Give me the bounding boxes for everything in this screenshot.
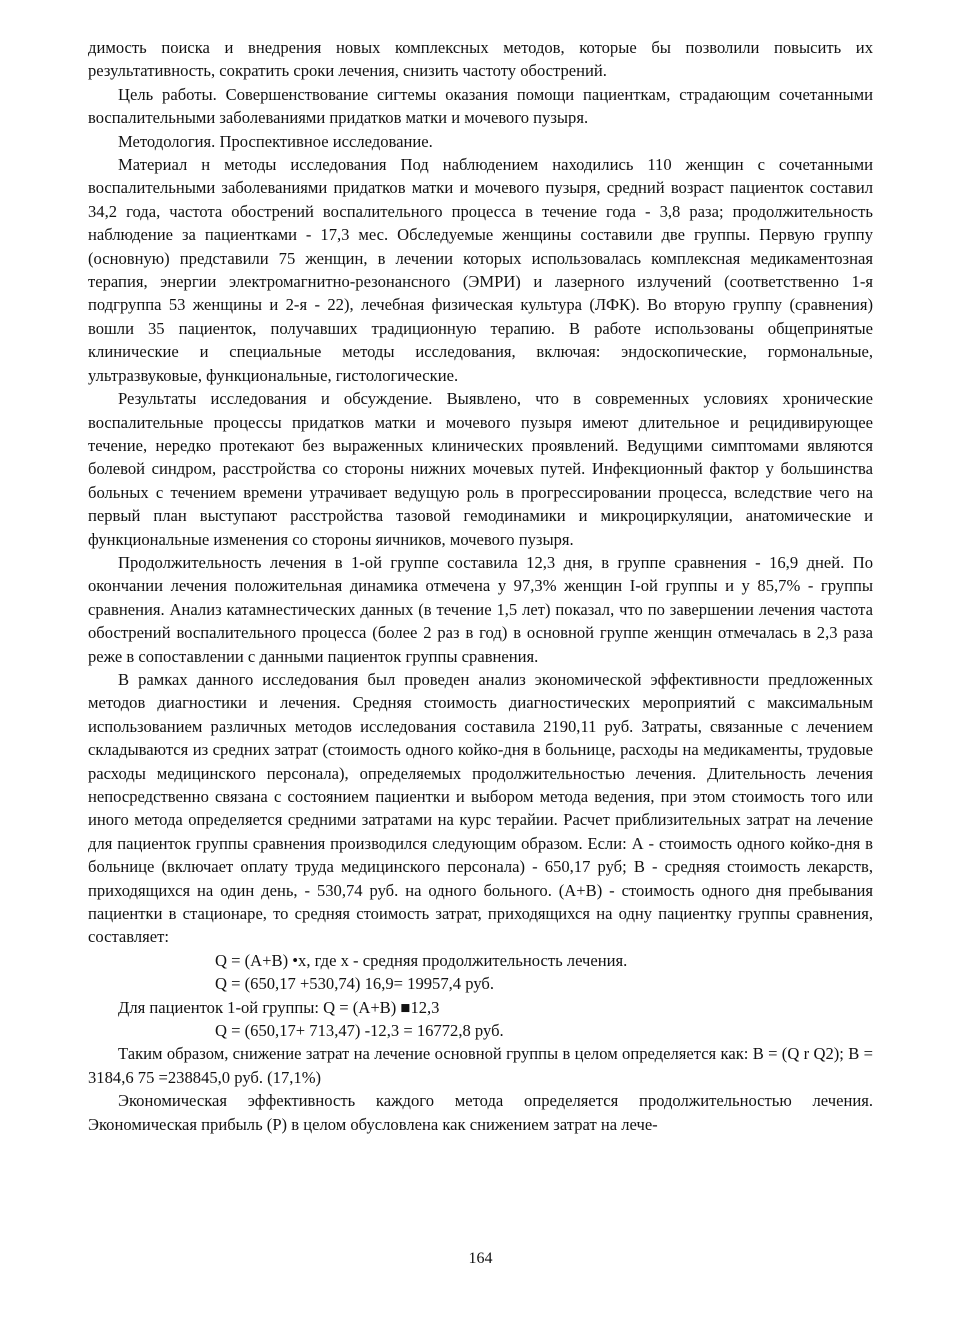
paragraph-efficiency: Экономическая эффективность каждого метода определяется продолжительностью лечения. Экономическая прибыль (Р) в целом обусловлена как снижением затрат на лече- bbox=[88, 1091, 873, 1134]
paragraph-materials-methods: Материал н методы исследования Под наблюдением находились 110 женщин с сочетанными воспалительными заболеваниями придатков матки и мочевого пузыря, средний возраст пациенток составил 34,2 года, частота обострений воспалительного процесса в течение года - 3,8 раза; продолжительность наблюдение за пациентками - 17,3 мес. Обследуемые женщины составили две группы. Первую группу (основную) представили 75 женщин, в лечении которых использовалась комплексная медикаментозная терапия, энергии электромагнитно-резонансного (ЭМРИ) и лазерного излучений (соответственно 1-я подгруппа 53 женщины и 2-я - 22), лечебная физическая культура (ЛФК). Во вторую группу (сравнения) вошли 35 пациенток, получавших традиционную терапию. В работе использованы общепринятые клинические и специальные методы исследования, включая: эндоскопические, гормональные, ультразвуковые, функциональные, гистологические. bbox=[88, 155, 873, 385]
paragraph-economics: В рамках данного исследования был проведен анализ экономической эффективности предложенных методов диагностики и лечения. Средняя стоимость диагностических мероприятий с максимальным использованием различных методов исследования составила 2190,11 руб. Затраты, связанные с лечением складываются из средних затрат (стоимость одного койко-дня в больнице, расходы на медикаменты, трудовые расходы медицинского персонала), определяемых продолжительностью лечения. Длительность лечения непосредственно связана с состоянием пациентки и выбором метода ведения, при этом стоимость того или иного метода определяется средними затратами на курс терайии. Расчет приблизительных затрат на лечение для пациенток группы сравнения производился следующим образом. Если: А - стоимость одного койко-дня в больнице (включает оплату труда медицинского персонала) - 650,17 руб; В - средняя стоимость лекарств, приходящихся на один день, - 530,74 руб. на одного больного. (А+В) - стоимость одного дня пребывания пациентки в стационаре, то средняя стоимость затрат, приходящихся на одну пациентку группы сравнения, составляет: bbox=[88, 669, 873, 947]
page-number: 164 bbox=[468, 1250, 493, 1267]
paragraph-savings: Таким образом, снижение затрат на лечение основной группы в целом определяется как: В = (Q r Q2); В = 3184,6 75 =238845,0 руб. (17,1%) bbox=[88, 1044, 873, 1087]
paragraph-goal: Цель работы. Совершенствование сигтемы оказания помощи пациенткам, страдающим сочетанными воспалительными заболеваниями придатков матки и мочевого пузыря. bbox=[88, 84, 873, 128]
paragraph-results: Результаты исследования и обсуждение. Выявлено, что в современных условиях хронические воспалительные процессы придатков матки и мочевого пузыря имеют длительное и рецидивирующее течение, нередко протекают без выраженных клинических проявлений. Ведущими симптомами являются болевой синдром, расстройства со стороны нижних мочевых путей. Инфекционный фактор у большинства больных с течением времени утрачивает ведущую роль в прогрессировании процесса, вследствие чего на первый план выступают расстройства тазовой гемодинамики и микроциркуляции, анатомические и функциональные изменения со стороны яичников, мочевого пузыря. bbox=[88, 389, 873, 549]
page-body bbox=[88, 36, 873, 1136]
formula-first-group: Q = (650,17+ 713,47) -12,3 = 16772,8 руб. bbox=[215, 1021, 504, 1041]
formula-comparison-group: Q = (650,17 +530,74) 16,9= 19957,4 руб. bbox=[215, 974, 494, 994]
paragraph-intro: димость поиска и внедрения новых комплексных методов, которые бы позволили повысить их результативность, сократить сроки лечения, снизить частоту обострений. bbox=[88, 38, 873, 81]
paragraph-duration: Продолжительность лечения в 1-ой группе составила 12,3 дня, в группе сравнения - 16,9 дней. По окончании лечения положительная динамика отмечена у 97,3% женщин I-ой группы и у 85,7% - группы сравнения. Анализ катамнестических данных (в течение 1,5 лет) показал, что по завершении лечения частота обострений воспалительного процесса (более 2 раз в год) в основной группе женщин отмечалась в 2,3 раза реже в сопоставлении с данными пациенток группы сравнения. bbox=[88, 552, 873, 666]
paragraph-methodology: Методология. Проспективное исследование. bbox=[118, 131, 433, 151]
formula-first-group-label: Для пациенток 1-ой группы: Q = (А+В) ■12,3 bbox=[118, 997, 440, 1017]
formula-general: Q = (A+B) •x, где х - средняя продолжительность лечения. bbox=[215, 950, 628, 970]
